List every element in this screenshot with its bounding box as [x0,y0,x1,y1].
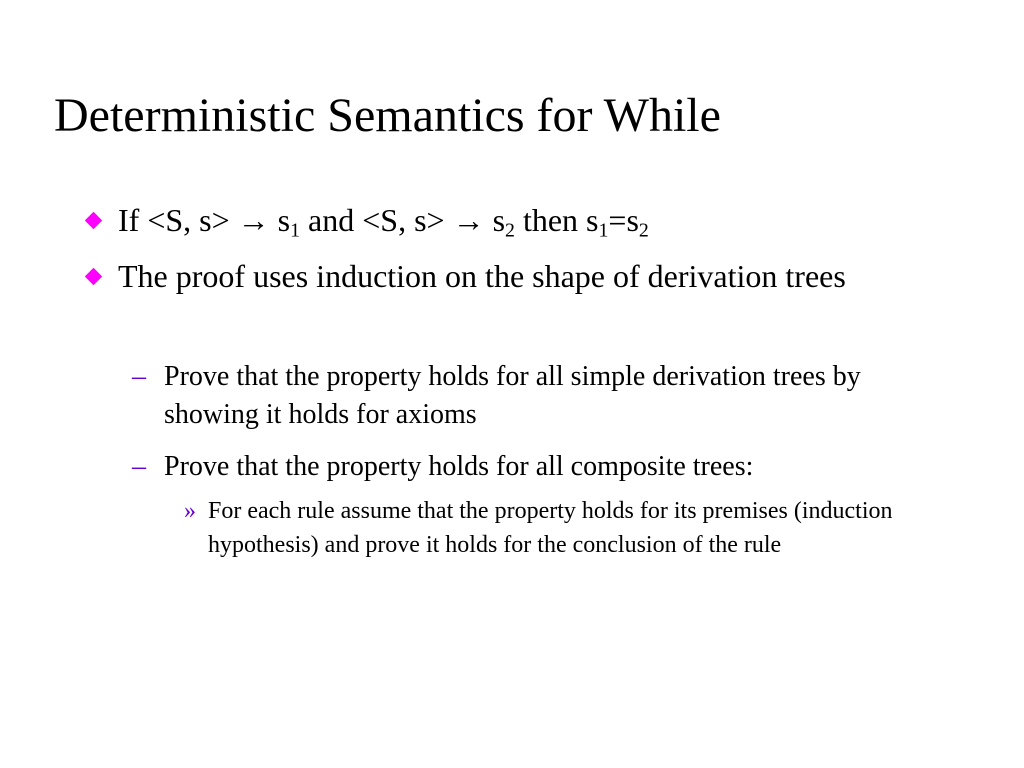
sub-bullet-text: Prove that the property holds for all simple derivation trees by showing it holds for axioms [164,361,861,430]
then-text: then s [522,202,599,238]
subscript: 2 [505,219,515,242]
raquo-bullet-icon: » [184,498,196,524]
diamond-bullet-icon [85,268,102,285]
diamond-bullet-icon [85,212,102,229]
arrow-icon: → [452,202,485,238]
subscript: 1 [598,219,609,242]
sub-bullet-simple-trees [132,358,924,434]
bullet-text [118,202,649,242]
subscript: 1 [290,219,301,242]
sub-sub-bullet-induction-hypothesis [184,494,928,562]
arrow-icon: → [237,202,270,238]
eq-text: =s [608,202,639,238]
if-text: If <S, s> [118,202,230,238]
slide-title: Deterministic Semantics for While [54,89,721,142]
sub-sub-bullet-text: For each rule assume that the property holds for its premises (induction hypothesis) and prove it holds for the conclusion of the rule [208,498,893,558]
s-text: s [277,202,291,238]
dash-bullet-icon: – [132,451,146,482]
sub-bullet-composite-trees [132,448,924,486]
bullet-determinism [118,196,908,244]
dash-bullet-icon: – [132,361,146,392]
and-text: and <S, s> [308,202,445,238]
subscript: 2 [638,219,649,242]
s-text: s [492,202,506,238]
bullet-text: The proof uses induction on the shape of derivation trees [118,258,846,294]
sub-bullet-text: Prove that the property holds for all composite trees: [164,451,754,482]
bullet-proof-induction [118,252,908,300]
